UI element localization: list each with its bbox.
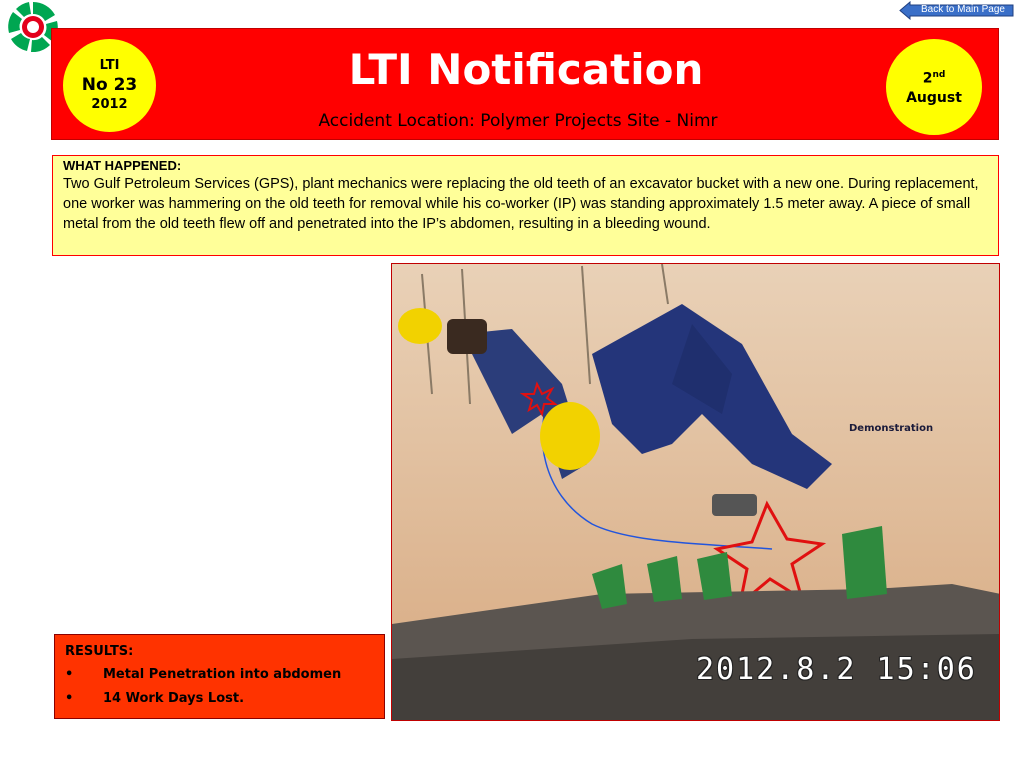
notification-banner bbox=[51, 28, 999, 140]
list-item bbox=[65, 687, 374, 711]
accident-location: Accident Location: Polymer Projects Site - Nimr bbox=[318, 111, 718, 131]
incident-photo bbox=[391, 263, 1000, 721]
what-happened-box bbox=[52, 155, 999, 256]
date-month: August bbox=[906, 89, 962, 106]
what-happened-text: Two Gulf Petroleum Services (GPS), plant mechanics were replacing the old teeth of an excavator bucket with a new one. During replacement, one worker was hammering on the old teeth for removal while his co-worker (IP) was standing approximately 1.5 meter away. A piece of small metal from the old teeth flew off and penetrated into the IP’s abdomen, resulting in a bleeding wound. bbox=[63, 176, 979, 232]
results-item-text: 14 Work Days Lost. bbox=[103, 691, 245, 706]
lti-badge-number: No 23 bbox=[81, 75, 138, 95]
bullet-icon: • bbox=[65, 691, 74, 706]
results-box bbox=[54, 634, 385, 719]
lti-badge-year: 2012 bbox=[91, 97, 128, 112]
results-heading: RESULTS: bbox=[65, 644, 134, 659]
date-badge bbox=[886, 39, 982, 135]
photo-timestamp: 2012.8.2 15:06 bbox=[696, 652, 977, 687]
back-to-main-label: Back to Main Page bbox=[921, 4, 1005, 15]
list-item bbox=[65, 663, 374, 687]
back-to-main-button[interactable] bbox=[899, 1, 1015, 20]
results-list bbox=[65, 663, 374, 711]
what-happened-heading: WHAT HAPPENED: bbox=[63, 158, 182, 173]
date-day: 2nd bbox=[922, 70, 946, 87]
page-title: LTI Notification bbox=[348, 45, 704, 94]
photo-demonstration-label: Demonstration bbox=[849, 423, 934, 434]
results-item-text: Metal Penetration into abdomen bbox=[103, 667, 342, 682]
lti-badge-label: LTI bbox=[99, 58, 120, 73]
bullet-icon: • bbox=[65, 667, 74, 682]
